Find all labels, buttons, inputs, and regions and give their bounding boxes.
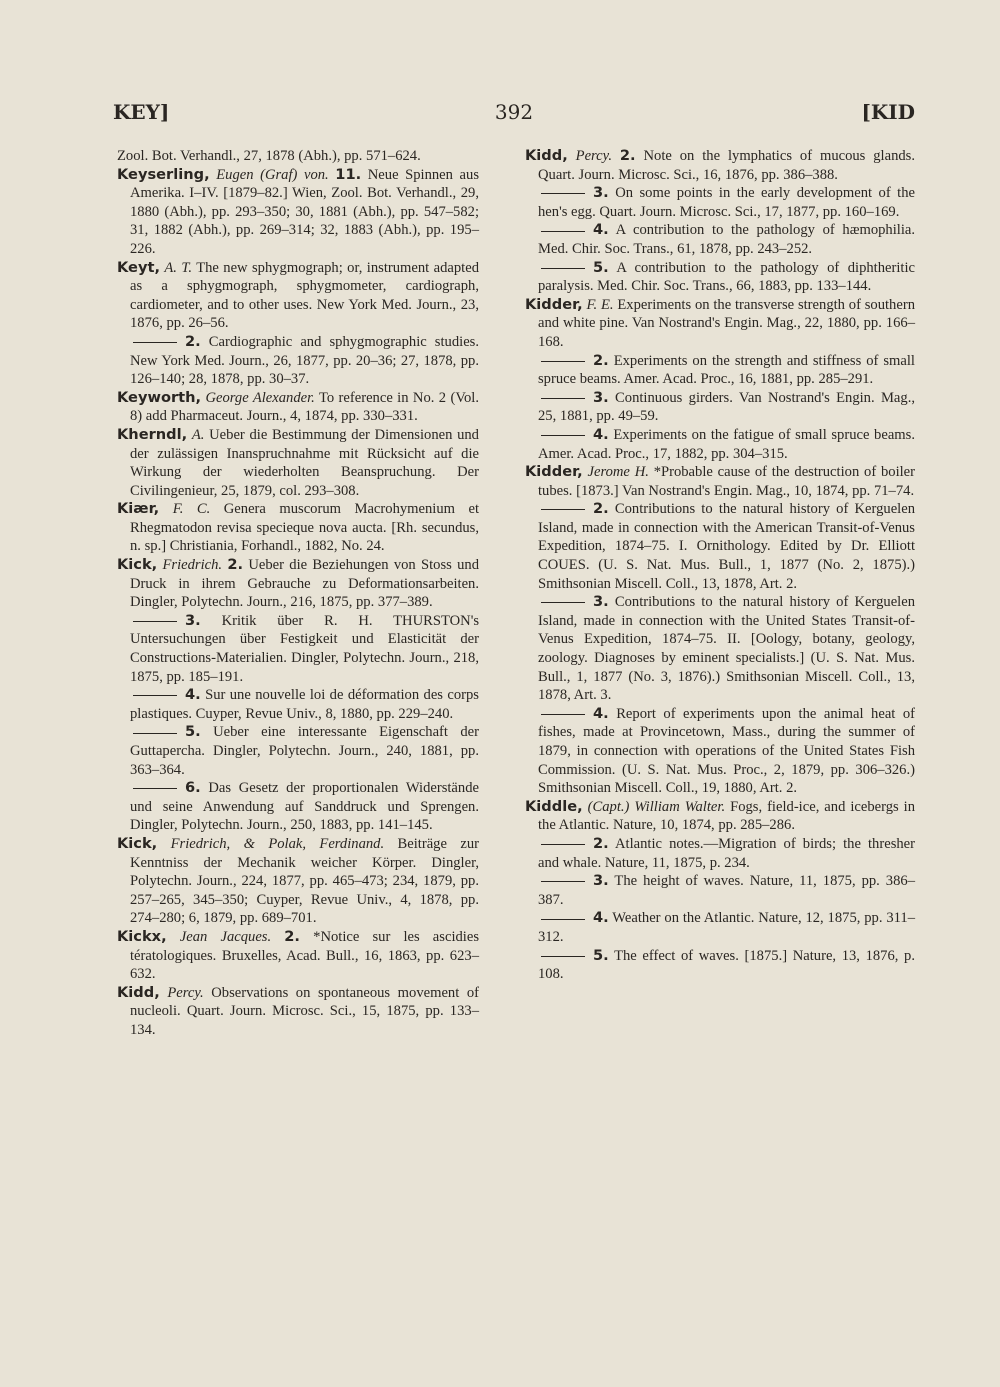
entry-text: Ueber die Beziehungen von Stoss und Druck in ihrem Gebrauche zu Deformationsarbeiten. Dingler, Polytechn. Journ., 216, 1875, pp. 377–389. (130, 557, 479, 611)
ditto-dash (541, 844, 585, 845)
entry-number: 6. (185, 779, 201, 797)
author-given-name: Jean Jacques. (179, 928, 272, 945)
catalogue-entry (117, 500, 479, 556)
entry-text: Ueber eine interessante Eigenschaft der Guttapercha. Dingler, Polytechn. Journ., 240, 1881, pp. 363–364. (130, 724, 479, 778)
entry-number: 5. (593, 946, 609, 964)
entry-text: Experiments on the strength and stiffness of small spruce beams. Amer. Acad. Proc., 16, 1881, pp. 285–291. (538, 352, 915, 388)
author-given-name: A. (191, 426, 205, 443)
entry-text: *Probable cause of the destruction of boiler tubes. [1873.] Van Nostrand's Engin. Mag., 10, 1874, pp. 71–74. (538, 464, 916, 499)
entry-text: Atlantic notes.—Migration of birds; the thresher and whale. Nature, 11, 1875, p. 234. (538, 835, 916, 871)
entry-number: 2. (619, 147, 636, 164)
entry-number: 3. (593, 184, 609, 202)
ditto-dash (541, 435, 585, 436)
catalogue-entry (117, 333, 479, 389)
entry-text: Ueber die Bestimmung der Dimensionen und der zulässigen Inanspruchnahme mit Rücksicht auf die Wirkung der wiederholten Beanspruchung. Der Civilingenieur, 25, 1879, col. 293–308. (130, 426, 479, 499)
left-column (117, 147, 479, 1040)
entry-number: 4. (593, 425, 609, 443)
author-surname: Kidder, (525, 463, 583, 481)
author-surname: Kick, (117, 834, 158, 852)
entry-text: Kritik über R. H. THURSTON's Untersuchungen über Festigkeit und Elasticität der Constructions-Materialien. Dingler, Polytechn. Journ., 218, 1875, pp. 185–191. (130, 612, 479, 685)
catalogue-entry (117, 259, 479, 333)
ditto-dash (541, 602, 585, 603)
entry-text: Note on the lymphatics of mucous glands. Quart. Journ. Microsc. Sci., 16, 1876, pp. 386–388. (538, 148, 916, 183)
author-given-name: F. C. (172, 501, 211, 518)
catalogue-entry (525, 463, 915, 500)
author-given-name: George Alexander. (205, 389, 315, 406)
page-header (113, 100, 915, 134)
catalogue-entry (525, 184, 915, 221)
catalogue-entry (117, 166, 479, 259)
entry-text: Contributions to the natural history of Kerguelen Island, made in connection with the United States Transit-of-Venus Expedition, 1874–75. II. [Oology, botany, geology, zoology. Diagnoses by eminent specialists.] (U. S. Nat. Mus. Bull., 1, 1877 (No. 3, 1876).) Smithsonian Miscell. Coll., 13, 1878, Art. 3. (538, 594, 915, 704)
author-given-name: Friedrich, & Polak, Ferdinand. (170, 835, 385, 852)
ditto-dash (133, 733, 177, 734)
catalogue-entry (525, 593, 915, 705)
entry-text: Experiments on the fatigue of small spruce beams. Amer. Acad. Proc., 17, 1882, pp. 304–315. (538, 426, 915, 462)
ditto-dash (541, 509, 585, 510)
ditto-dash (541, 268, 585, 269)
catalogue-entry (525, 296, 915, 352)
ditto-dash (541, 361, 585, 362)
catalogue-entry (525, 947, 915, 984)
entry-number: 4. (593, 221, 609, 239)
catalogue-entry (117, 426, 479, 500)
catalogue-entry (525, 872, 915, 909)
author-given-name: F. E. (586, 296, 614, 313)
header-right: [KID (861, 100, 915, 124)
entry-text: A contribution to the pathology of diphtheritic paralysis. Med. Chir. Soc. Trans., 66, 1883, pp. 133–144. (538, 259, 915, 295)
catalogue-entry (525, 221, 915, 258)
ditto-dash (541, 919, 585, 920)
entry-text: The new sphygmograph; or, instrument adapted as a sphygmograph, sphygmometer, cardiograph, cardiometer, and to other uses. New York Med. Journ., 23, 1876, pp. 26–56. (130, 259, 479, 332)
entry-text: *Notice sur les ascidies tératologiques. Bruxelles, Acad. Bull., 16, 1863, pp. 623–632. (130, 928, 480, 983)
catalogue-entry (525, 259, 915, 296)
author-given-name: (Capt.) William Walter. (587, 798, 726, 815)
author-surname: Kidd, (525, 147, 568, 164)
catalogue-entry (525, 147, 915, 184)
ditto-dash (541, 956, 585, 957)
entry-text: Report of experiments upon the animal heat of fishes, made at Provincetown, Mass., during the summer of 1879, in connection with operations of the United States Fish Commission. (U. S. Nat. Mus. Proc., 2, 1879, pp. 306–326.) Smithsonian Miscell. Coll., 19, 1880, Art. 2. (538, 705, 915, 797)
entry-number: 3. (185, 611, 201, 629)
entry-number: 5. (593, 258, 609, 276)
entry-text: Sur une nouvelle loi de déformation des corps plastiques. Cuyper, Revue Univ., 8, 1880, pp. 229–240. (130, 687, 479, 722)
catalogue-entry (117, 835, 479, 928)
ditto-dash (541, 714, 585, 715)
catalogue-entry (525, 389, 915, 426)
author-surname: Kidder, (525, 295, 583, 313)
entry-text: Experiments on the transverse strength of southern and white pine. Van Nostrand's Engin. Mag., 22, 1880, pp. 166–168. (538, 296, 915, 350)
author-given-name: Percy. (575, 148, 612, 164)
author-given-name: Friedrich. (162, 557, 223, 574)
catalogue-entry (117, 389, 479, 426)
catalogue-entry (117, 686, 479, 723)
ditto-dash (541, 398, 585, 399)
catalogue-entry (117, 612, 479, 686)
author-surname: Kidd, (117, 983, 160, 1001)
catalogue-entry (525, 705, 915, 798)
entry-text: Das Gesetz der proportionalen Widerstände und seine Anwendung auf Sanddruck und Sprengen. Dingler, Polytechn. Journ., 250, 1883, pp. 141–145. (130, 780, 479, 834)
entry-text: The effect of waves. [1875.] Nature, 13, 1876, p. 108. (538, 947, 915, 983)
entry-text: Genera muscorum Macrohymenium et Rhegmatodon revisa specieque nova aucta. [Rh. secundus, n. sp.] Christiania, Forhandl., 1882, No. 24. (130, 501, 480, 555)
entry-text: A contribution to the pathology of hæmophilia. Med. Chir. Soc. Trans., 61, 1878, pp. 243–252. (538, 222, 915, 257)
entry-number: 5. (185, 723, 201, 741)
catalogue-entry (117, 984, 479, 1040)
entry-number: 2. (593, 351, 609, 369)
entry-number: 3. (593, 593, 609, 611)
entry-text: Fogs, field-ice, and icebergs in the Atlantic. Nature, 10, 1874, pp. 285–286. (538, 798, 915, 834)
ditto-dash (541, 231, 585, 232)
ditto-dash (133, 621, 177, 622)
author-given-name: Eugen (Graf) von. (216, 166, 329, 183)
author-surname: Kick, (117, 556, 158, 574)
entry-text: Zool. Bot. Verhandl., 27, 1878 (Abh.), pp. 571–624. (117, 148, 421, 164)
author-surname: Kherndl, (117, 425, 188, 443)
entry-number: 4. (593, 704, 609, 722)
catalogue-entry (525, 835, 915, 872)
entry-text: Contributions to the natural history of Kerguelen Island, made in connection with the American Transit-of-Venus Expedition, 1874–75. I. Ornithology. Edited by Dr. Elliott COUES. (U. S. Nat. Mus. Bull., 1, 1877 (No. 2, 1875).) Smithsonian Miscell. Coll., 13, 1878, Art. 2. (538, 501, 915, 592)
entry-number: 2. (284, 927, 300, 945)
ditto-dash (541, 881, 585, 882)
entry-text: Weather on the Atlantic. Nature, 12, 1875, pp. 311–312. (538, 910, 915, 945)
entry-number: 4. (185, 686, 201, 704)
entry-text: On some points in the early development of the hen's egg. Quart. Journ. Microsc. Sci., 17, 1877, pp. 160–169. (538, 185, 916, 220)
catalogue-entry (525, 798, 915, 835)
catalogue-entry (117, 556, 479, 612)
catalogue-entry (525, 909, 915, 946)
author-surname: Kiær, (117, 500, 160, 518)
author-surname: Kickx, (117, 927, 167, 945)
ditto-dash (133, 695, 177, 696)
author-surname: Keyworth, (117, 388, 202, 406)
entry-number: 4. (593, 909, 609, 927)
author-surname: Keyserling, (117, 165, 210, 183)
entry-text: Continuous girders. Van Nostrand's Engin. Mag., 25, 1881, pp. 49–59. (538, 389, 915, 425)
entry-number: 2. (593, 500, 609, 518)
catalogue-entry (525, 352, 915, 389)
author-given-name: Percy. (167, 984, 204, 1001)
author-given-name: A. T. (164, 259, 193, 276)
entry-text: To reference in No. 2 (Vol. 8) add Pharmaceut. Journ., 4, 1874, pp. 330–331. (130, 389, 479, 425)
right-column (525, 147, 915, 984)
entry-text: The height of waves. Nature, 11, 1875, pp. 386–387. (538, 873, 915, 908)
entry-number: 2. (185, 332, 201, 350)
catalogue-entry (117, 928, 479, 984)
author-surname: Kiddle, (525, 797, 583, 815)
ditto-dash (541, 193, 585, 194)
page-number: 392 (494, 100, 534, 124)
catalogue-entry (117, 779, 479, 835)
author-given-name: Jerome H. (587, 464, 649, 481)
entry-text: Neue Spinnen aus Amerika. I–IV. [1879–82.] Wien, Zool. Bot. Verhandl., 29, 1880 (Abh.), pp. 293–350; 30, 1881 (Abh.), pp. 547–582; 31, 1882 (Abh.), pp. 269–314; 32, 1883 (Abh.), pp. 195–226. (130, 166, 479, 257)
header-left: KEY] (113, 100, 170, 124)
ditto-dash (133, 788, 177, 789)
ditto-dash (133, 342, 177, 343)
catalogue-entry (117, 723, 479, 779)
entry-text: Beiträge zur Kenntniss der Mechanik weicher Körper. Dingler, Polytechn. Journ., 224, 1877, pp. 465–473; 234, 1879, pp. 257–265, 345–350; Cuyper, Revue Univ., 4, 1878, pp. 274–280; 6, 1879, pp. 689–701. (130, 835, 479, 927)
entry-number: 11. (335, 165, 362, 183)
catalogue-entry (525, 500, 915, 593)
entry-text: Observations on spontaneous movement of nucleoli. Quart. Journ. Microsc. Sci., 15, 1875, pp. 133–134. (130, 984, 480, 1038)
entry-number: 3. (593, 872, 609, 890)
entry-number: 3. (593, 388, 609, 406)
author-surname: Keyt, (117, 258, 160, 276)
entry-text: Cardiographic and sphygmographic studies. New York Med. Journ., 26, 1877, pp. 20–36; 27, 1878, pp. 126–140; 28, 1878, pp. 30–37. (130, 333, 479, 388)
entry-number: 2. (227, 556, 244, 574)
entry-number: 2. (593, 834, 609, 852)
catalogue-entry (525, 426, 915, 463)
catalogue-entry (117, 147, 479, 166)
